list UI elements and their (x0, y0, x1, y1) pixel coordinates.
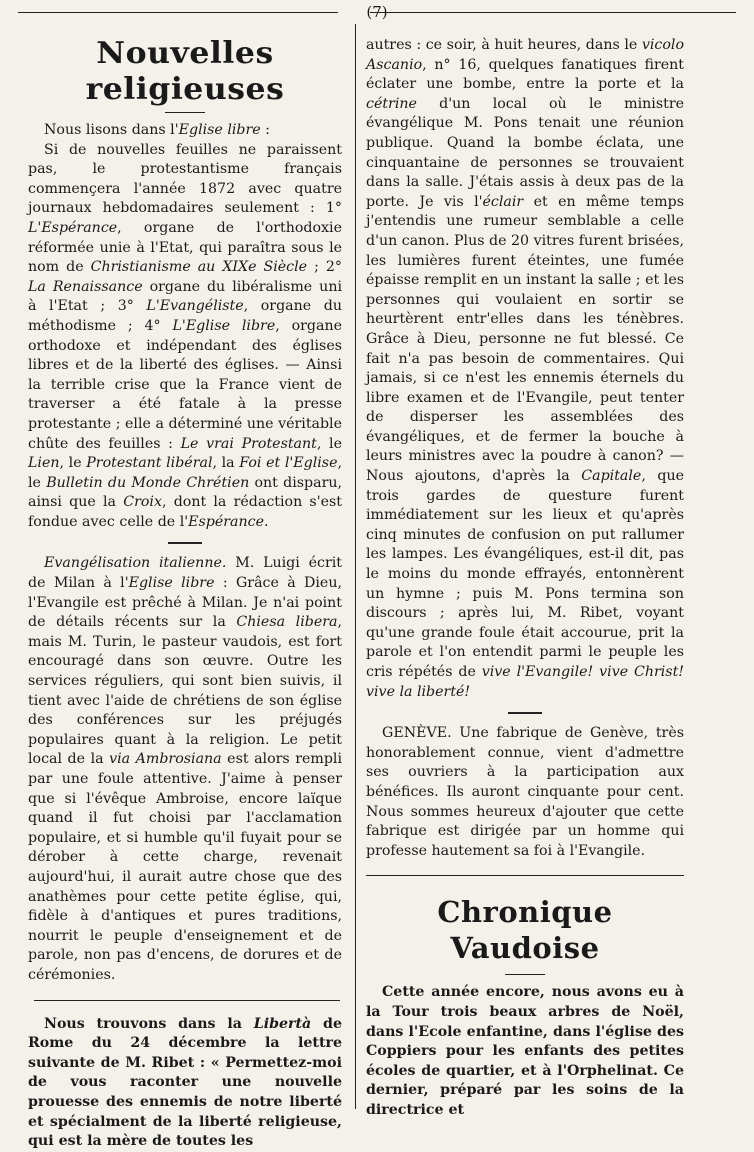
page-number: (7) (366, 3, 388, 21)
section-rule (34, 1000, 340, 1001)
header-rule-left (18, 12, 338, 13)
header-rule-right (370, 12, 736, 13)
paragraph-intro: Nous lisons dans l'Eglise libre : (44, 122, 270, 138)
right-column (366, 36, 684, 1121)
paragraph-journaux: Si de nouvelles feuilles ne paraissent pas, le protestantisme français commençera l'année 1872 avec quatre journaux hebdomadaires seulement : 1° L'Espérance, organe de l'orthodoxie réformée unie à l'Etat, qui paraîtra sous le nom de Christianisme au XIXe Siècle ; 2° La Renaissance organe du libéralisme uni à l'Etat ; 3° L'Evangéliste, organe du méthodisme ; 4° L'Eglise libre, organe orthodoxe et indépendant des églises libres et de la liberté des églises. — Ainsi la terrible crise que la France vient de traverser a été fatale à la presse protestante ; elle a déterminé une véritable chûte des feuilles : Le vrai Protestant, le Lien, le Protestant libéral, la Foi et l'Eglise, le Bulletin du Monde Chrétien ont disparu, ainsi que la Croix, dont la rédaction s'est fondue avec celle de l'Espérance. (28, 141, 342, 530)
left-column (28, 30, 342, 1152)
paragraph-geneve: GENÈVE. Une fabrique de Genève, très honorablement connue, vient d'admettre ses ouvriers à la participation aux bénéfices. Ils auront cinquante pour cent. Nous sommes heureux d'ajouter que cette fabrique est dirigée par un homme qui professe hautement sa foi à l'Evangile. (366, 725, 684, 859)
paragraph-evangelisation: Evangélisation italienne. M. Luigi écrit de Milan à l'Eglise libre : Grâce à Dieu, l'Evangile est prêché à Milan. Je n'ai point de détails récents sur la Chiesa libera, mais M. Turin, le pasteur vaudois, est fort encouragé dans son œuvre. Outre les services réguliers, qui sont bien suivis, il tient avec l'aide de chrétiens de son église des conférences sur les préjugés populaires quant à la religion. Le petit local de la via Ambrosiana est alors rempli par une foule attentive. J'aime à penser que si l'évêque Ambroise, encore laïque quand il fut choisi par l'acclamation populaire, et si humble qu'il fuyait pour se dérober à cette charge, revenait aujourd'hui, il aurait autre chose que des anathèmes pour cette petite église, qui, fidèle à d'antiques et pures traditions, nourrit le peuple d'enseignement et de parole, non pas d'encens, de dorures et de cérémonies. (28, 555, 343, 983)
section-heading-chronique: Chronique Vaudoise (437, 895, 613, 966)
paragraph-liberta: Nous trouvons dans la Libertà de Rome du 24 décembre la lettre suivante de M. Ribet : « Permettez-moi de vous raconter une nouvelle prouesse des ennemis de notre liberté et spécialment de la liberté religieuse, qui est la mère de toutes les (28, 1015, 343, 1150)
paragraph-noel: Cette année encore, nous avons eu à la Tour trois beaux arbres de Noël, dans l'Ecole enfantine, dans l'église des Coppiers pour les enfants des petites écoles de quartier, et à l'Orphelinat. Ce dernier, préparé par les soins de la directrice et (366, 984, 684, 1118)
heading-rule (505, 974, 545, 975)
section-heading-nouvelles: Nouvelles religieuses (85, 36, 285, 107)
section-rule (366, 875, 684, 876)
section-rule (168, 542, 202, 544)
column-divider (355, 24, 356, 1109)
paragraph-bombe: autres : ce soir, à huit heures, dans le vicolo Ascanio, n° 16, quelques fanatiques firent éclater une bombe, entre la porte et la cétrine d'un local où le ministre évangélique M. Pons tenait une réunion publique. Quand la bombe éclata, une cinquantaine de personnes se trouvaient dans la salle. J'étais assis à deux pas de la porte. Je vis l'éclair et en même temps j'entendis une rumeur semblable a celle d'un canon. Plus de 20 vitres furent brisées, les lumières furent éteintes, une fumée épaisse remplit en un instant la salle ; et les personnes qui voulaient en sortir se heurtèrent entr'elles dans les ténèbres. Grâce à Dieu, personne ne fut blessé. Ce fait n'a pas besoin de commentaires. Qui jamais, si ce n'est les ennemis éternels du libre examen et de l'Evangile, peut tenter de disperser les assemblées des évangéliques, et de fermer la bouche à leurs ministres avec la poudre à canon? — Nous ajoutons, d'après la Capitale, que trois gardes de questure furent immédiatement sur les lieux et qu'après cinq minutes de confusion on put rallumer les lampes. Les évangéliques, est-il dit, pas le moins du monde effrayés, entonnèrent un hymne ; puis M. Pons termina son discours ; après lui, M. Ribet, voyant qu'une grande foule était accourue, prit la parole et l'on entendit parmi le peuple les cris répétés de vive l'Evangile! vive Christ! vive la liberté! (366, 37, 684, 700)
section-rule (508, 712, 542, 714)
heading-rule (165, 112, 205, 113)
